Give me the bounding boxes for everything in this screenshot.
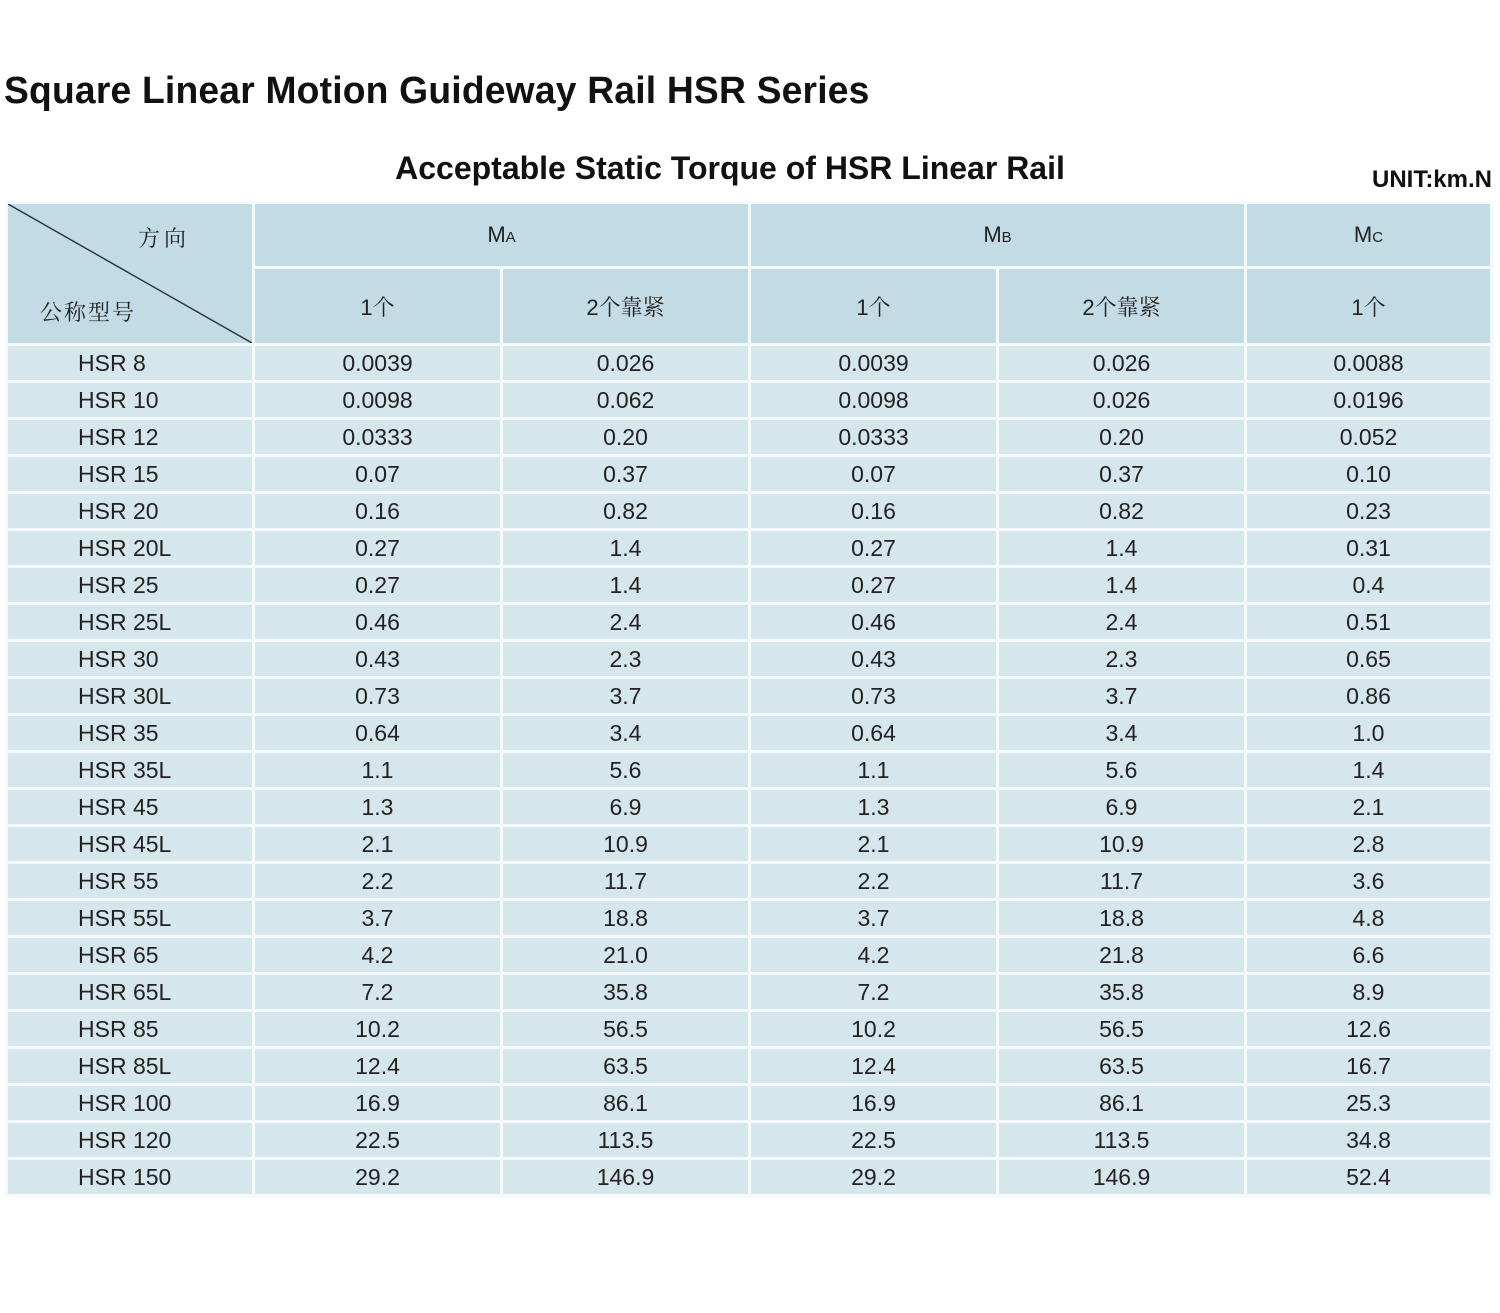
table-row <box>7 789 1492 826</box>
value-cell: 0.73 <box>750 678 998 715</box>
model-cell: HSR 85 <box>7 1011 254 1048</box>
direction-label: 方向 <box>138 226 191 251</box>
table-row <box>7 382 1492 419</box>
value-cell: 2.2 <box>750 863 998 900</box>
value-cell: 0.052 <box>1246 419 1492 456</box>
table-row <box>7 863 1492 900</box>
value-cell: 0.20 <box>502 419 750 456</box>
value-cell: 6.6 <box>1246 937 1492 974</box>
table-row <box>7 900 1492 937</box>
value-cell: 0.062 <box>502 382 750 419</box>
model-cell: HSR 45 <box>7 789 254 826</box>
header-row-groups <box>7 203 1492 268</box>
value-cell: 0.026 <box>998 382 1246 419</box>
value-cell: 0.43 <box>750 641 998 678</box>
table-row <box>7 678 1492 715</box>
value-cell: 3.7 <box>502 678 750 715</box>
value-cell: 56.5 <box>502 1011 750 1048</box>
group-header-ma: MA <box>254 203 750 268</box>
model-cell: HSR 20 <box>7 493 254 530</box>
model-cell: HSR 150 <box>7 1159 254 1196</box>
value-cell: 0.0098 <box>750 382 998 419</box>
value-cell: 5.6 <box>502 752 750 789</box>
value-cell: 0.16 <box>254 493 502 530</box>
value-cell: 6.9 <box>998 789 1246 826</box>
value-cell: 4.2 <box>750 937 998 974</box>
value-cell: 10.2 <box>254 1011 502 1048</box>
value-cell: 1.3 <box>254 789 502 826</box>
value-cell: 1.4 <box>998 567 1246 604</box>
value-cell: 11.7 <box>502 863 750 900</box>
torque-table-container <box>5 201 1490 1197</box>
value-cell: 16.7 <box>1246 1048 1492 1085</box>
value-cell: 29.2 <box>750 1159 998 1196</box>
value-cell: 21.0 <box>502 937 750 974</box>
value-cell: 1.1 <box>254 752 502 789</box>
value-cell: 0.27 <box>254 567 502 604</box>
value-cell: 16.9 <box>254 1085 502 1122</box>
value-cell: 2.2 <box>254 863 502 900</box>
value-cell: 146.9 <box>998 1159 1246 1196</box>
table-row <box>7 974 1492 1011</box>
value-cell: 86.1 <box>502 1085 750 1122</box>
model-cell: HSR 8 <box>7 345 254 382</box>
table-row <box>7 1085 1492 1122</box>
model-cell: HSR 10 <box>7 382 254 419</box>
value-cell: 2.8 <box>1246 826 1492 863</box>
value-cell: 35.8 <box>998 974 1246 1011</box>
page-title: Square Linear Motion Guideway Rail HSR Series <box>4 70 870 112</box>
value-cell: 3.4 <box>502 715 750 752</box>
model-cell: HSR 45L <box>7 826 254 863</box>
value-cell: 0.51 <box>1246 604 1492 641</box>
model-label: 公称型号 <box>40 300 137 325</box>
group-header-mc: MC <box>1246 203 1492 268</box>
value-cell: 0.82 <box>998 493 1246 530</box>
value-cell: 18.8 <box>502 900 750 937</box>
value-cell: 10.9 <box>998 826 1246 863</box>
value-cell: 0.0333 <box>750 419 998 456</box>
model-cell: HSR 35 <box>7 715 254 752</box>
value-cell: 1.3 <box>750 789 998 826</box>
model-cell: HSR 100 <box>7 1085 254 1122</box>
value-cell: 2.3 <box>998 641 1246 678</box>
value-cell: 3.7 <box>750 900 998 937</box>
col-mb-double: 2个靠紧 <box>998 268 1246 345</box>
value-cell: 0.0039 <box>254 345 502 382</box>
value-cell: 6.9 <box>502 789 750 826</box>
value-cell: 0.37 <box>502 456 750 493</box>
value-cell: 0.27 <box>750 567 998 604</box>
value-cell: 1.1 <box>750 752 998 789</box>
value-cell: 1.0 <box>1246 715 1492 752</box>
table-title: Acceptable Static Torque of HSR Linear Rail <box>395 150 1065 186</box>
value-cell: 0.64 <box>750 715 998 752</box>
value-cell: 0.07 <box>254 456 502 493</box>
value-cell: 2.1 <box>254 826 502 863</box>
value-cell: 0.27 <box>254 530 502 567</box>
table-body <box>7 345 1492 1196</box>
value-cell: 0.82 <box>502 493 750 530</box>
value-cell: 5.6 <box>998 752 1246 789</box>
value-cell: 0.0196 <box>1246 382 1492 419</box>
value-cell: 0.10 <box>1246 456 1492 493</box>
value-cell: 0.46 <box>254 604 502 641</box>
model-cell: HSR 65L <box>7 974 254 1011</box>
value-cell: 0.86 <box>1246 678 1492 715</box>
value-cell: 22.5 <box>254 1122 502 1159</box>
table-row <box>7 456 1492 493</box>
value-cell: 1.4 <box>1246 752 1492 789</box>
table-row <box>7 641 1492 678</box>
value-cell: 0.16 <box>750 493 998 530</box>
value-cell: 0.43 <box>254 641 502 678</box>
value-cell: 29.2 <box>254 1159 502 1196</box>
value-cell: 0.46 <box>750 604 998 641</box>
value-cell: 0.07 <box>750 456 998 493</box>
value-cell: 0.64 <box>254 715 502 752</box>
model-cell: HSR 85L <box>7 1048 254 1085</box>
value-cell: 0.0088 <box>1246 345 1492 382</box>
value-cell: 21.8 <box>998 937 1246 974</box>
value-cell: 8.9 <box>1246 974 1492 1011</box>
model-cell: HSR 15 <box>7 456 254 493</box>
value-cell: 63.5 <box>998 1048 1246 1085</box>
table-row <box>7 604 1492 641</box>
model-cell: HSR 30L <box>7 678 254 715</box>
value-cell: 18.8 <box>998 900 1246 937</box>
value-cell: 0.37 <box>998 456 1246 493</box>
model-cell: HSR 120 <box>7 1122 254 1159</box>
value-cell: 4.2 <box>254 937 502 974</box>
value-cell: 2.1 <box>1246 789 1492 826</box>
value-cell: 1.4 <box>998 530 1246 567</box>
value-cell: 0.0333 <box>254 419 502 456</box>
value-cell: 10.2 <box>750 1011 998 1048</box>
table-row <box>7 1159 1492 1196</box>
value-cell: 113.5 <box>502 1122 750 1159</box>
value-cell: 0.65 <box>1246 641 1492 678</box>
model-cell: HSR 65 <box>7 937 254 974</box>
value-cell: 3.7 <box>254 900 502 937</box>
table-row <box>7 1011 1492 1048</box>
value-cell: 7.2 <box>750 974 998 1011</box>
value-cell: 25.3 <box>1246 1085 1492 1122</box>
value-cell: 3.4 <box>998 715 1246 752</box>
model-cell: HSR 25L <box>7 604 254 641</box>
table-row <box>7 567 1492 604</box>
value-cell: 146.9 <box>502 1159 750 1196</box>
value-cell: 0.026 <box>998 345 1246 382</box>
table-row <box>7 826 1492 863</box>
col-mb-single: 1个 <box>750 268 998 345</box>
value-cell: 0.0039 <box>750 345 998 382</box>
col-ma-single: 1个 <box>254 268 502 345</box>
unit-label: UNIT:km.N <box>1371 166 1492 193</box>
value-cell: 16.9 <box>750 1085 998 1122</box>
value-cell: 0.27 <box>750 530 998 567</box>
value-cell: 12.4 <box>254 1048 502 1085</box>
model-cell: HSR 12 <box>7 419 254 456</box>
table-row <box>7 1122 1492 1159</box>
value-cell: 22.5 <box>750 1122 998 1159</box>
model-cell: HSR 55 <box>7 863 254 900</box>
value-cell: 86.1 <box>998 1085 1246 1122</box>
model-cell: HSR 30 <box>7 641 254 678</box>
value-cell: 2.3 <box>502 641 750 678</box>
table-row <box>7 1048 1492 1085</box>
table-row <box>7 345 1492 382</box>
value-cell: 0.026 <box>502 345 750 382</box>
value-cell: 0.4 <box>1246 567 1492 604</box>
table-row <box>7 715 1492 752</box>
table-row <box>7 752 1492 789</box>
value-cell: 2.4 <box>502 604 750 641</box>
table-row <box>7 530 1492 567</box>
value-cell: 2.1 <box>750 826 998 863</box>
value-cell: 56.5 <box>998 1011 1246 1048</box>
value-cell: 12.6 <box>1246 1011 1492 1048</box>
table-row <box>7 419 1492 456</box>
table-row <box>7 937 1492 974</box>
value-cell: 4.8 <box>1246 900 1492 937</box>
value-cell: 12.4 <box>750 1048 998 1085</box>
value-cell: 0.20 <box>998 419 1246 456</box>
value-cell: 11.7 <box>998 863 1246 900</box>
value-cell: 113.5 <box>998 1122 1246 1159</box>
col-mc-single: 1个 <box>1246 268 1492 345</box>
value-cell: 0.23 <box>1246 493 1492 530</box>
value-cell: 34.8 <box>1246 1122 1492 1159</box>
model-cell: HSR 35L <box>7 752 254 789</box>
value-cell: 0.73 <box>254 678 502 715</box>
value-cell: 7.2 <box>254 974 502 1011</box>
value-cell: 63.5 <box>502 1048 750 1085</box>
value-cell: 2.4 <box>998 604 1246 641</box>
value-cell: 3.7 <box>998 678 1246 715</box>
value-cell: 10.9 <box>502 826 750 863</box>
torque-table <box>5 201 1493 1197</box>
model-cell: HSR 55L <box>7 900 254 937</box>
value-cell: 3.6 <box>1246 863 1492 900</box>
group-header-mb: MB <box>750 203 1246 268</box>
value-cell: 1.4 <box>502 530 750 567</box>
col-ma-double: 2个靠紧 <box>502 268 750 345</box>
value-cell: 52.4 <box>1246 1159 1492 1196</box>
value-cell: 0.31 <box>1246 530 1492 567</box>
value-cell: 35.8 <box>502 974 750 1011</box>
corner-header-cell <box>7 203 254 345</box>
table-row <box>7 493 1492 530</box>
value-cell: 1.4 <box>502 567 750 604</box>
model-cell: HSR 20L <box>7 530 254 567</box>
value-cell: 0.0098 <box>254 382 502 419</box>
model-cell: HSR 25 <box>7 567 254 604</box>
